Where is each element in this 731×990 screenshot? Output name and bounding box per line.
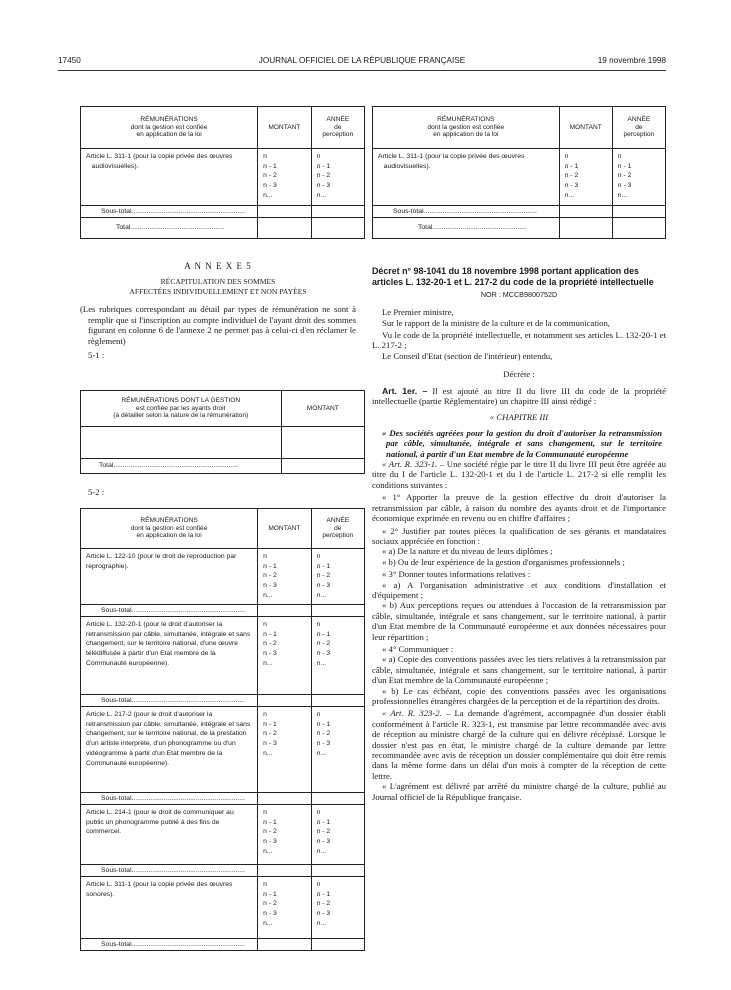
table-row: Article L. 214-1 (pour le droit de communiquer au public un phonogramme publié à des fins de commercel. bbox=[81, 805, 258, 865]
montant-cell: n n - 1 n - 2 n - 3 n... bbox=[258, 149, 311, 206]
subtotal-label: Sous-total............................................................ bbox=[81, 206, 258, 218]
condition-2b: « b) Ou de leur expérience de la gestion d'organismes professionnels ; bbox=[382, 556, 625, 567]
condition-4a: « a) Copie des conventions passées avec les tiers relatives à la retransmission par câble, simultanée, intégrale et sans changement, sur le territoire national, à partir d'un Etat membre de la Communauté européenne ; bbox=[372, 654, 666, 686]
nor-reference: NOR : MCCB9800752D bbox=[480, 290, 558, 300]
condition-4: « 4° Communiquer : bbox=[382, 643, 454, 654]
montant-cell: n n - 1 n - 2 n - 3 n... bbox=[258, 805, 311, 865]
annexe-note: (Les rubriques correspondant au détail par types de rémunération ne sont à remplir que si l'inscription au compte individuel de l'ayant droit des sommes figurant en colonne 6 de l'annexe 2 ne permet pas à celui-ci d'en réclamer le règlement) bbox=[80, 304, 356, 346]
condition-3b: « b) Aux perceptions reçues ou attendues à l'occasion de la retransmission par câble, simultanée, intégrale et sans changement, sur le territoire national, à partir d'un Etat membre de la Communauté européenne et aux données nécessaires pour leur répartition ; bbox=[372, 600, 666, 642]
annee-cell: n n - 1 n - 2 n - 3 n... bbox=[612, 149, 665, 206]
subtotal-label: Sous-total............................................................ bbox=[81, 605, 258, 617]
total-label: Total.................................................. bbox=[373, 218, 560, 239]
decree-section bbox=[372, 266, 666, 802]
article-r323-1: « Art. R. 323-1. – Une société régie par le titre II du livre III peut être agréée au titre du I de l'article L. 132-20-1 et du I de l'article L. 217-2 si elle remplit les conditions suivantes : bbox=[372, 459, 666, 490]
article-1: Art. 1er. – Il est ajouté au titre II du livre III du code de la propriété intellectuelle (partie Réglementaire) un chapitre III ainsi rédigé : bbox=[372, 385, 666, 407]
th-remun: RÉMUNÉRATIONS dont la gestion est confiée en application de la loi bbox=[81, 509, 258, 549]
subtotal-label: Sous-total............................................................ bbox=[373, 206, 560, 218]
header-rule bbox=[58, 70, 666, 71]
th-montant: MONTANT bbox=[559, 107, 612, 149]
montant-cell: n n - 1 n - 2 n - 3 n... bbox=[559, 149, 612, 206]
annexe-title: A N N E X E 5 bbox=[184, 261, 252, 271]
decrete: Décrète : bbox=[503, 369, 535, 380]
annee-cell: n n - 1 n - 2 n - 3 n... bbox=[311, 805, 364, 865]
paragraph: Vu le code de la propriété intellectuelle, et notamment ses articles L. 132-20-1 et L. 217-2 ; bbox=[372, 330, 666, 351]
issue-date: 19 novembre 1998 bbox=[597, 56, 666, 65]
condition-3a: « a) A l'organisation administrative et aux conditions d'installation et d'équipement ; bbox=[372, 579, 666, 600]
page-header bbox=[58, 56, 666, 70]
chapter-title: « Des sociétés agréées pour la gestion du droit d'autoriser la retransmission par câble, simultanée, intégrale et sans changement, sur le territoire national, à partir d'un Etat membre de la Communauté européenne bbox=[382, 427, 662, 459]
table-row: Article L. 311-1 (pour la copie privée des œuvres audiovisuelles). bbox=[373, 149, 560, 206]
paragraph: Le Conseil d'Etat (section de l'intérieur) entendu, bbox=[382, 350, 553, 361]
last-paragraph: « L'agrément est délivré par arrêté du ministre chargé de la culture, publié au Journal officiel de la République française. bbox=[372, 781, 666, 802]
table-top-right bbox=[372, 106, 666, 239]
page-number: 17450 bbox=[58, 56, 81, 65]
th-annee: ANNÉE de perception bbox=[311, 107, 364, 149]
subtotal-label: Sous-total............................................................ bbox=[81, 695, 258, 707]
section-5-2: 5-2 : bbox=[88, 487, 105, 497]
paragraph: Le Premier ministre, bbox=[382, 307, 454, 318]
subtotal-label: Sous-total............................................................ bbox=[81, 939, 258, 951]
total-label: Total.................................................. bbox=[81, 218, 258, 239]
table-row: Article L. 311-1 (pour la copie privée des œuvres audiovisuelles). bbox=[81, 149, 258, 206]
section-5-1: 5-1 : bbox=[88, 350, 105, 361]
condition-2: « 2° Justifier par toutes pièces la qualification de ses gérants et mandataires sociaux appréciée en fonction : bbox=[372, 525, 666, 546]
montant-cell: n n - 1 n - 2 n - 3 n... bbox=[258, 877, 311, 939]
montant-cell: n n - 1 n - 2 n - 3 n... bbox=[258, 617, 311, 695]
annexe-section bbox=[80, 261, 356, 360]
montant-cell: n n - 1 n - 2 n - 3 n... bbox=[258, 549, 311, 605]
condition-4b: « b) Le cas échéant, copie des conventions passées avec les organisations professionnelles étrangères chargées de la perception et de la répartition des droits. bbox=[372, 685, 666, 706]
th-remun: RÉMUNÉRATIONS DONT LA GESTION est confiée par les ayants droit (à détailler selon la nature de la rémunération) bbox=[81, 391, 282, 427]
th-montant: MONTANT bbox=[281, 391, 364, 427]
annee-cell: n n - 1 n - 2 n - 3 n... bbox=[311, 549, 364, 605]
paragraph: Sur le rapport de la ministre de la culture et de la communication, bbox=[382, 317, 610, 328]
condition-2a: « a) De la nature et du niveau de leurs diplômes ; bbox=[382, 546, 553, 557]
th-annee: ANNÉE de perception bbox=[612, 107, 665, 149]
annee-cell: n n - 1 n - 2 n - 3 n... bbox=[311, 617, 364, 695]
chapter-heading: « CHAPITRE III bbox=[489, 412, 549, 423]
article-r323-2: « Art. R. 323-2. – La demande d'agrément, accompagnée d'un dossier établi conformément à l'article R. 323-1, est transmise par lettre recommandée avec avis de réception au ministre chargé de la culture qui en délivre récépissé. Lorsque le dossier n'est pas en état, le ministre chargé de la culture demande par lettre recommandée avec avis de réception un dossier complémentaire qui doit être remis dans la même forme dans un délai d'un mois à compter de la réception de cette lettre. bbox=[372, 708, 666, 781]
subtotal-label: Sous-total............................................................ bbox=[81, 865, 258, 877]
total-label: Total.................................................................. bbox=[81, 459, 282, 474]
condition-3: « 3° Donner toutes informations relatives : bbox=[382, 569, 531, 580]
table-row: Article L. 122-10 (pour le droit de reproduction par reprographie). bbox=[81, 549, 258, 605]
subtotal-label: Sous-total............................................................ bbox=[81, 793, 258, 805]
th-remun: RÉMUNÉRATIONS dont la gestion est confiée en application de la loi bbox=[81, 107, 258, 149]
th-montant: MONTANT bbox=[258, 107, 311, 149]
annexe-subtitle-2: AFFECTÉES INDIVIDUELLEMENT ET NON PAYÉES bbox=[129, 287, 307, 297]
table-5-1 bbox=[80, 390, 365, 474]
annee-cell: n n - 1 n - 2 n - 3 n... bbox=[311, 149, 364, 206]
th-remun: RÉMUNÉRATIONS dont la gestion est confiée en application de la loi bbox=[373, 107, 560, 149]
condition-1: « 1° Apporter la preuve de la gestion effective du droit d'autoriser la retransmission par câble, à raison du nombre des ayants droit et de l'importance économique exprimée en revenu ou en chiffre d'affaires ; bbox=[372, 492, 666, 524]
table-row: Article L. 132-20-1 (pour le droit d'autoriser la retransmission par câble, simultanée, intégrale et sans changement, sur le territoire national, d'une œuvre télédiffusée à partir d'un Etat membre de la Communauté européenne). bbox=[81, 617, 258, 695]
montant-cell: n n - 1 n - 2 n - 3 n... bbox=[258, 707, 311, 793]
annee-cell: n n - 1 n - 2 n - 3 n... bbox=[311, 707, 364, 793]
table-row: Article L. 217-2 (pour le droit d'autoriser la retransmission par câble, simultanée, intégrale et sans changement, sur le territoire national, de la prestation d'un artiste interprète, d'un phonogramme ou d'un vidéogramme à partir d'un Etat membre de la Communauté européenne). bbox=[81, 707, 258, 793]
annee-cell: n n - 1 n - 2 n - 3 n... bbox=[311, 877, 364, 939]
decree-title: Décret n° 98-1041 du 18 novembre 1998 portant application des articles L. 132-20-1 et L. 217-2 du code de la propriété intellectuelle bbox=[372, 266, 654, 287]
th-montant: MONTANT bbox=[258, 509, 311, 549]
th-annee: ANNÉE de perception bbox=[311, 509, 364, 549]
annexe-subtitle-1: RÉCAPITULATION DES SOMMES bbox=[160, 277, 276, 287]
table-5-2 bbox=[80, 508, 365, 951]
journal-title: JOURNAL OFFICIEL DE LA RÉPUBLIQUE FRANÇAISE bbox=[258, 56, 466, 65]
table-top-left bbox=[80, 106, 365, 239]
table-row: Article L. 311-1 (pour la copie privée des œuvres sonores). bbox=[81, 877, 258, 939]
